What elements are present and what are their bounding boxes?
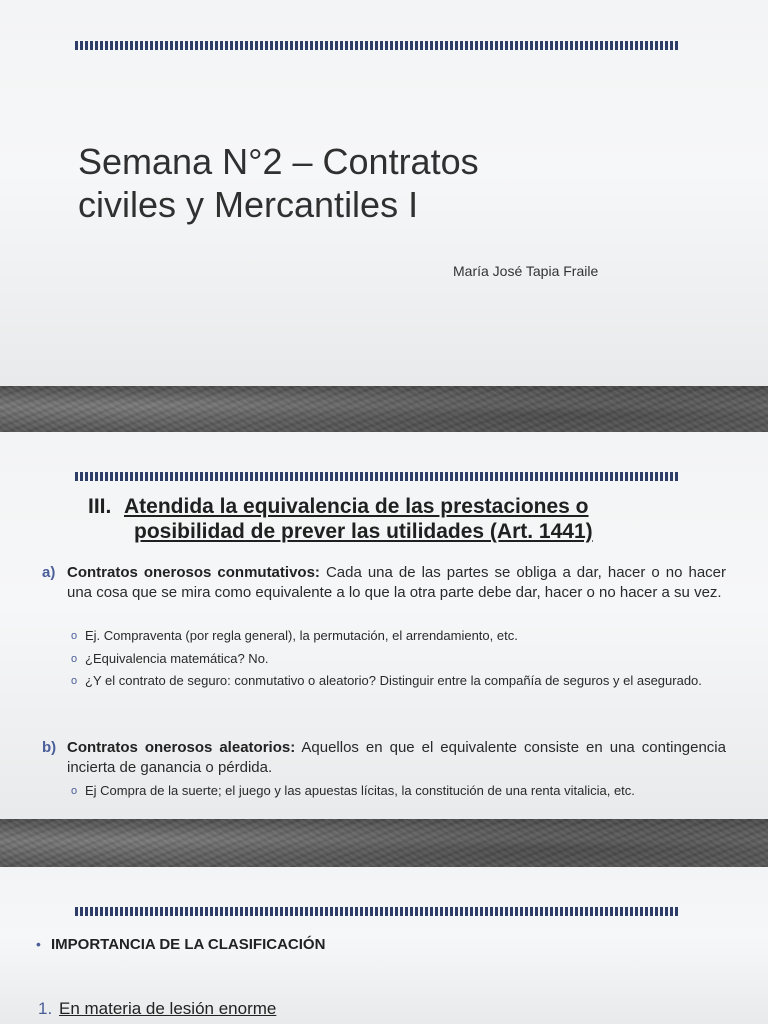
circle-bullet-icon: o	[71, 785, 78, 797]
list-item-text: En materia de lesión enorme	[59, 999, 277, 1018]
item-b-text: Aquellos en que el equivalente consiste en una contingencia incierta de ganancia o pérdida.	[67, 739, 726, 776]
author-name: María José Tapia Fraile	[453, 263, 599, 279]
heading-number: III.	[88, 495, 112, 518]
slide-separator	[0, 386, 768, 432]
item-a-text: Cada una de las partes se obliga a dar, hacer o no hacer una cosa que se mira como equivalente a lo que la otra parte debe dar, hacer o no hacer a su vez.	[67, 564, 726, 601]
circle-bullet-icon: o	[71, 675, 78, 687]
heading-line1: Atendida la equivalencia de las prestaciones o	[124, 495, 589, 518]
circle-bullet-icon: o	[71, 630, 78, 642]
decorative-dash-bar	[75, 907, 678, 916]
circle-bullet-icon: o	[71, 653, 78, 665]
slide-title	[78, 140, 698, 226]
slide-title-line2: civiles y Mercantiles I	[78, 184, 419, 225]
item-b-title: Contratos onerosos aleatorios:	[67, 739, 296, 756]
item-a-bullet: Ej. Compraventa (por regla general), la permutación, el arrendamiento, etc.	[85, 628, 518, 643]
slide-separator	[0, 819, 768, 867]
heading-line2: posibilidad de prever las utilidades (Art. 1441)	[134, 520, 593, 543]
decorative-dash-bar	[75, 41, 678, 50]
item-a-bullet: ¿Y el contrato de seguro: conmutativo o aleatorio? Distinguir entre la compañía de seguros y el asegurado.	[85, 673, 702, 688]
importance-heading: IMPORTANCIA DE LA CLASIFICACIÓN	[51, 936, 326, 953]
item-b-paragraph	[67, 738, 726, 778]
item-b-label: b)	[42, 739, 57, 756]
bullet-icon: •	[36, 936, 41, 952]
slide-1	[0, 0, 768, 386]
list-number: 1.	[38, 999, 53, 1018]
decorative-dash-bar	[75, 472, 678, 481]
item-a-paragraph	[67, 563, 726, 603]
item-a-label: a)	[42, 564, 56, 581]
item-a-bullet: ¿Equivalencia matemática? No.	[85, 651, 269, 666]
slide-title-line1: Semana N°2 – Contratos	[78, 141, 479, 182]
item-b-bullet: Ej Compra de la suerte; el juego y las apuestas lícitas, la constitución de una renta vitalicia, etc.	[85, 783, 635, 798]
item-a-title: Contratos onerosos conmutativos:	[67, 564, 320, 581]
